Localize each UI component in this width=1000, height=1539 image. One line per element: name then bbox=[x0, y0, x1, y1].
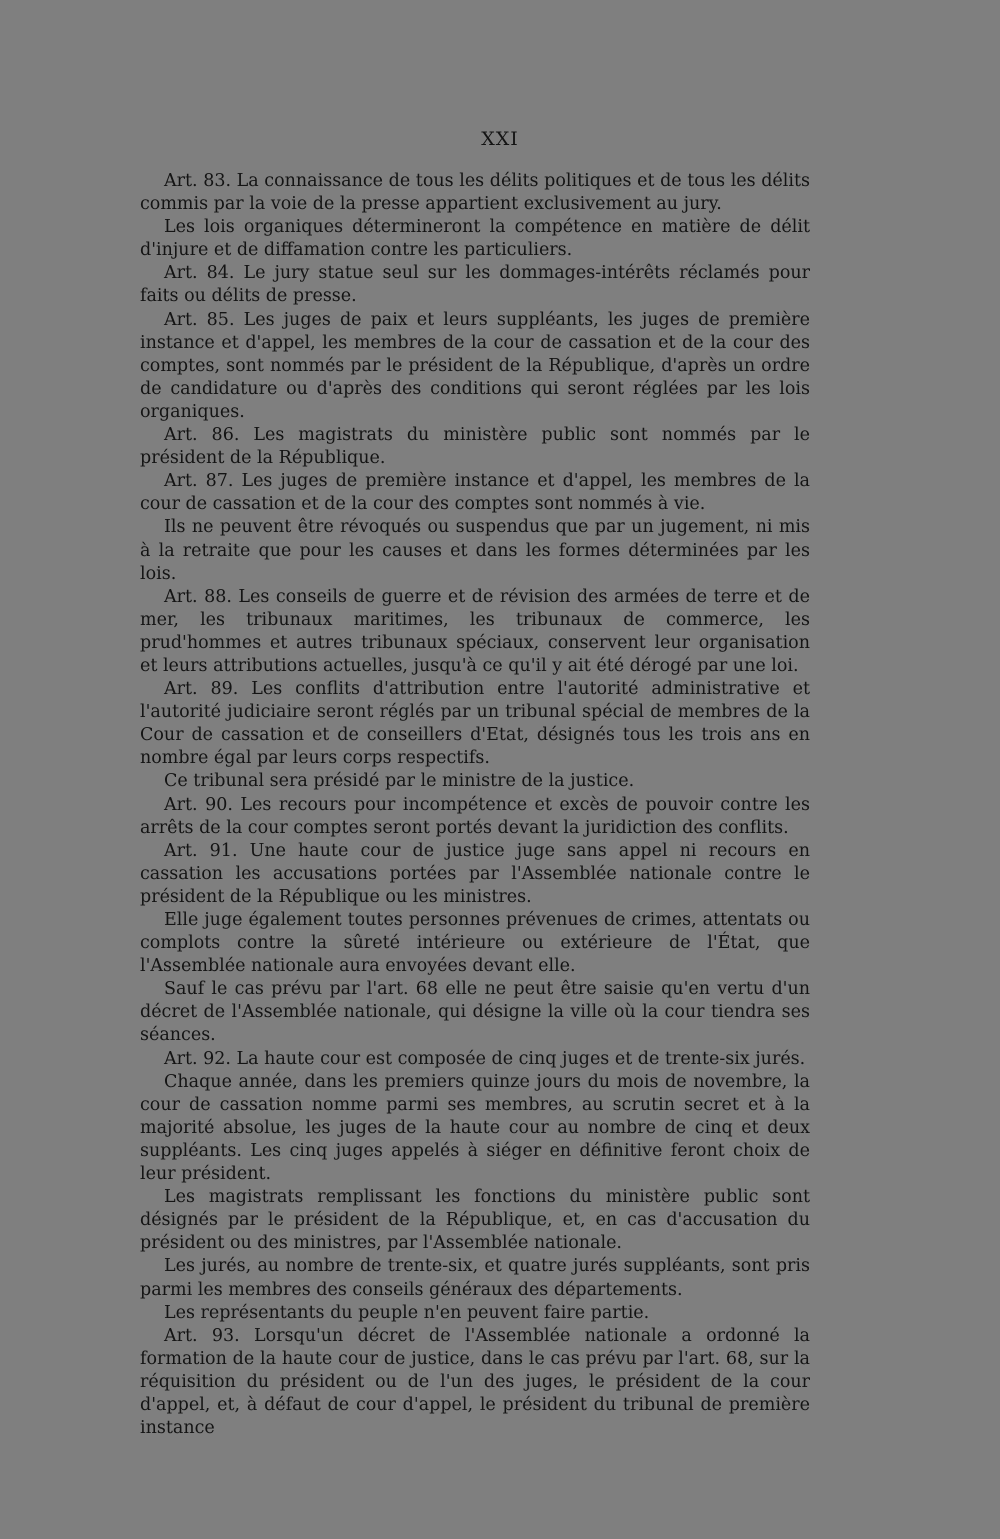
paragraph-art-89: Art. 89. Les conflits d'attribution entre l'autorité administrative et l'autorité judiciaire seront réglés par un tribunal spécial de membres de la Cour de cassation et de conseillers d'Etat, désignés tous les trois ans en nombre égal par leurs corps respectifs. bbox=[140, 679, 810, 769]
paragraph: Les magistrats remplissant les fonctions du ministère public sont désignés par le président de la République, et, en cas d'accusation du président ou des ministres, par l'Assemblée nationale. bbox=[140, 1187, 810, 1254]
paragraph: Sauf le cas prévu par l'art. 68 elle ne peut être saisie qu'en vertu d'un décret de l'Assemblée nationale, qui désigne la ville où la cour tiendra ses séances. bbox=[140, 979, 810, 1046]
paragraph-art-84: Art. 84. Le jury statue seul sur les dommages-intérêts réclamés pour faits ou délits de presse. bbox=[140, 263, 810, 307]
paragraph: Ils ne peuvent être révoqués ou suspendus que par un jugement, ni mis à la retraite que pour les causes et dans les formes déterminées par les lois. bbox=[140, 517, 810, 584]
paragraph: Les jurés, au nombre de trente-six, et quatre jurés suppléants, sont pris parmi les membres des conseils généraux des départements. bbox=[140, 1256, 810, 1300]
paragraph: Les lois organiques détermineront la compétence en matière de délit d'injure et de diffamation contre les particuliers. bbox=[140, 217, 810, 261]
paragraph-art-86: Art. 86. Les magistrats du ministère public sont nommés par le président de la République. bbox=[140, 425, 810, 469]
paragraph: Les représentants du peuple n'en peuvent faire partie. bbox=[164, 1302, 650, 1323]
paragraph-art-92: Art. 92. La haute cour est composée de cinq juges et de trente-six jurés. bbox=[164, 1048, 806, 1069]
paragraph-art-85: Art. 85. Les juges de paix et leurs suppléants, les juges de première instance et d'appel, les membres de la cour de cassation et de la cour des comptes, sont nommés par le président de la République, d'après un ordre de candidature ou d'après des conditions qui seront réglées par les lois organiques. bbox=[140, 309, 810, 422]
paragraph-art-87: Art. 87. Les juges de première instance et d'appel, les membres de la cour de cassation et de la cour des comptes sont nommés à vie. bbox=[140, 471, 810, 515]
paragraph: Elle juge également toutes personnes prévenues de crimes, attentats ou complots contre la sûreté intérieure ou extérieure de l'État, que l'Assemblée nationale aura envoyées devant elle. bbox=[140, 910, 810, 977]
body-text bbox=[140, 170, 810, 1440]
paragraph: Ce tribunal sera présidé par le ministre de la justice. bbox=[164, 771, 635, 792]
paragraph-art-90: Art. 90. Les recours pour incompétence et excès de pouvoir contre les arrêts de la cour comptes seront portés devant la juridiction des conflits. bbox=[140, 794, 810, 838]
paragraph-art-93: Art. 93. Lorsqu'un décret de l'Assemblée nationale a ordonné la formation de la haute cour de justice, dans le cas prévu par l'art. 68, sur la réquisition du président ou de l'un des juges, le président de la cour d'appel, et, à défaut de cour d'appel, le président du tribunal de première instance bbox=[140, 1325, 810, 1439]
paragraph-art-83: Art. 83. La connaissance de tous les délits politiques et de tous les délits commis par la voie de la presse appartient exclusivement au jury. bbox=[140, 171, 810, 215]
paragraph: Chaque année, dans les premiers quinze jours du mois de novembre, la cour de cassation nomme parmi ses membres, au scrutin secret et à la majorité absolue, les juges de la haute cour au nombre de cinq et deux suppléants. Les cinq juges appelés à siéger en définitive feront choix de leur président. bbox=[140, 1071, 810, 1185]
paragraph-art-91: Art. 91. Une haute cour de justice juge sans appel ni recours en cassation les accusations portées par l'Assemblée nationale contre le président de la République ou les ministres. bbox=[140, 840, 810, 907]
paragraph-art-88: Art. 88. Les conseils de guerre et de révision des armées de terre et de mer, les tribunaux maritimes, les tribunaux de commerce, les prud'hommes et autres tribunaux spéciaux, conservent leur organisation et leurs attributions actuelles, jusqu'à ce qu'il y ait été dérogé par une loi. bbox=[140, 586, 810, 676]
page-number: XXI bbox=[481, 128, 519, 150]
